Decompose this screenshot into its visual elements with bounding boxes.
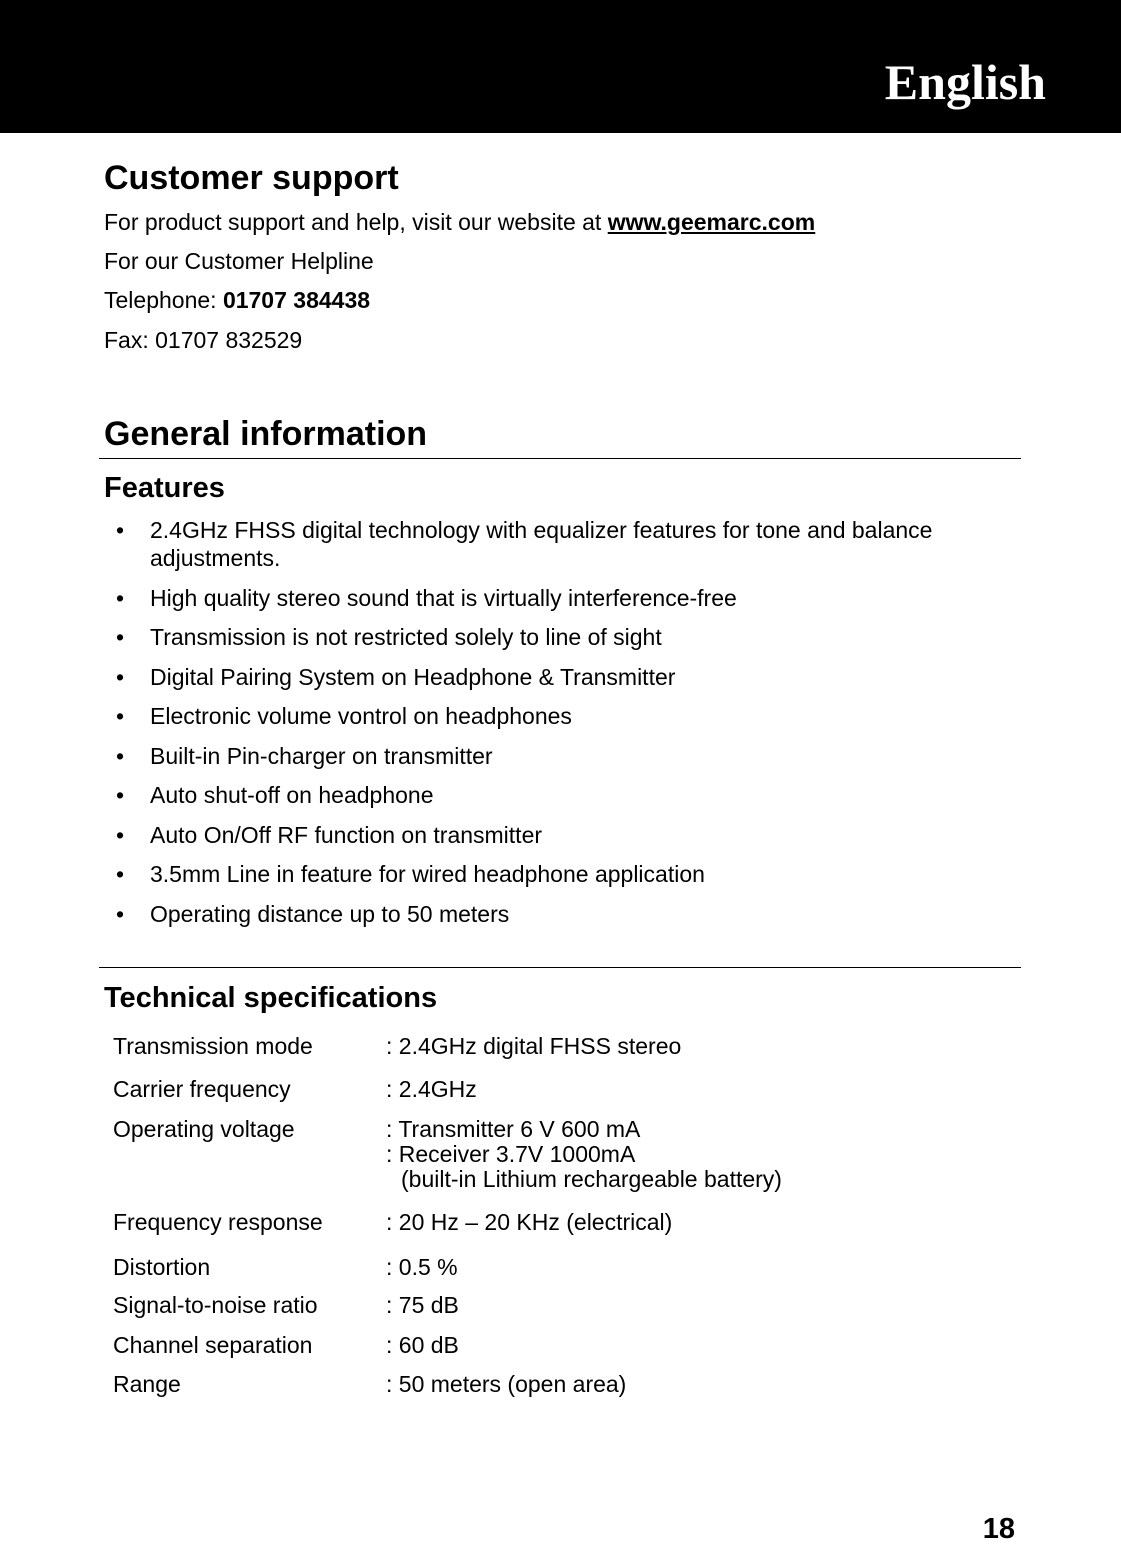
feature-item: • 3.5mm Line in feature for wired headphone application <box>150 860 970 888</box>
feature-item: • 2.4GHz FHSS digital technology with equalizer features for tone and balance adjustments. <box>150 516 970 572</box>
spec-value-line: : 20 Hz – 20 KHz (electrical) <box>386 1209 673 1235</box>
feature-item: • Electronic volume vontrol on headphones <box>150 702 970 730</box>
helpline-line: For our Customer Helpline <box>104 248 374 274</box>
spec-value-line: : 2.4GHz digital FHSS stereo <box>386 1033 682 1059</box>
spec-label: Channel separation <box>113 1332 313 1358</box>
feature-item: • Operating distance up to 50 meters <box>150 900 970 928</box>
spec-value-line: : 2.4GHz <box>386 1076 477 1102</box>
spec-value <box>386 1293 459 1318</box>
spec-value <box>386 1255 458 1280</box>
spec-label: Transmission mode <box>113 1033 313 1059</box>
spec-value <box>386 1210 672 1235</box>
fax-line: Fax: 01707 832529 <box>104 327 303 353</box>
spec-value <box>386 1034 681 1059</box>
spec-value-line: : Transmitter 6 V 600 mA <box>386 1116 641 1142</box>
feature-item: • Auto shut-off on headphone <box>150 781 970 809</box>
language-banner <box>0 0 1121 133</box>
spec-value <box>386 1372 626 1397</box>
feature-item: • Built-in Pin-charger on transmitter <box>150 742 970 770</box>
spec-label: Frequency response <box>113 1209 323 1235</box>
spec-value <box>386 1333 459 1358</box>
language-title: English <box>884 54 1046 110</box>
spec-value-line: (built-in Lithium rechargeable battery) <box>401 1166 782 1192</box>
spec-value <box>386 1117 782 1192</box>
feature-item: • Transmission is not restricted solely to line of sight <box>150 623 970 651</box>
spec-value-line: : 75 dB <box>386 1292 459 1318</box>
section-divider <box>99 967 1021 968</box>
spec-label: Carrier frequency <box>113 1076 291 1102</box>
page-number: 18 <box>982 1513 1015 1545</box>
spec-label: Operating voltage <box>113 1116 295 1142</box>
general-information-heading: General information <box>104 415 428 453</box>
website-link[interactable]: www.geemarc.com <box>607 209 816 235</box>
feature-item: • High quality stereo sound that is virtually interference-free <box>150 584 970 612</box>
website-prefix: For product support and help, visit our website at <box>104 209 608 235</box>
spec-label: Distortion <box>113 1254 211 1280</box>
feature-item: • Digital Pairing System on Headphone & Transmitter <box>150 663 970 691</box>
feature-item: • Auto On/Off RF function on transmitter <box>150 821 970 849</box>
telephone-line <box>104 286 370 314</box>
section-divider <box>99 458 1021 459</box>
customer-support-heading: Customer support <box>104 159 399 197</box>
features-heading: Features <box>104 472 225 504</box>
spec-value-line: : Receiver 3.7V 1000mA <box>386 1141 636 1167</box>
telephone-label: Telephone: <box>104 287 223 313</box>
spec-value-line: : 60 dB <box>386 1332 459 1358</box>
spec-value-line: : 0.5 % <box>386 1254 458 1280</box>
spec-label: Range <box>113 1371 181 1397</box>
spec-label: Signal-to-noise ratio <box>113 1292 318 1318</box>
technical-specifications-heading: Technical specifications <box>104 982 438 1014</box>
website-line <box>104 208 815 236</box>
spec-value <box>386 1077 477 1102</box>
spec-value-line: : 50 meters (open area) <box>386 1371 627 1397</box>
telephone-number: 01707 384438 <box>222 287 371 313</box>
